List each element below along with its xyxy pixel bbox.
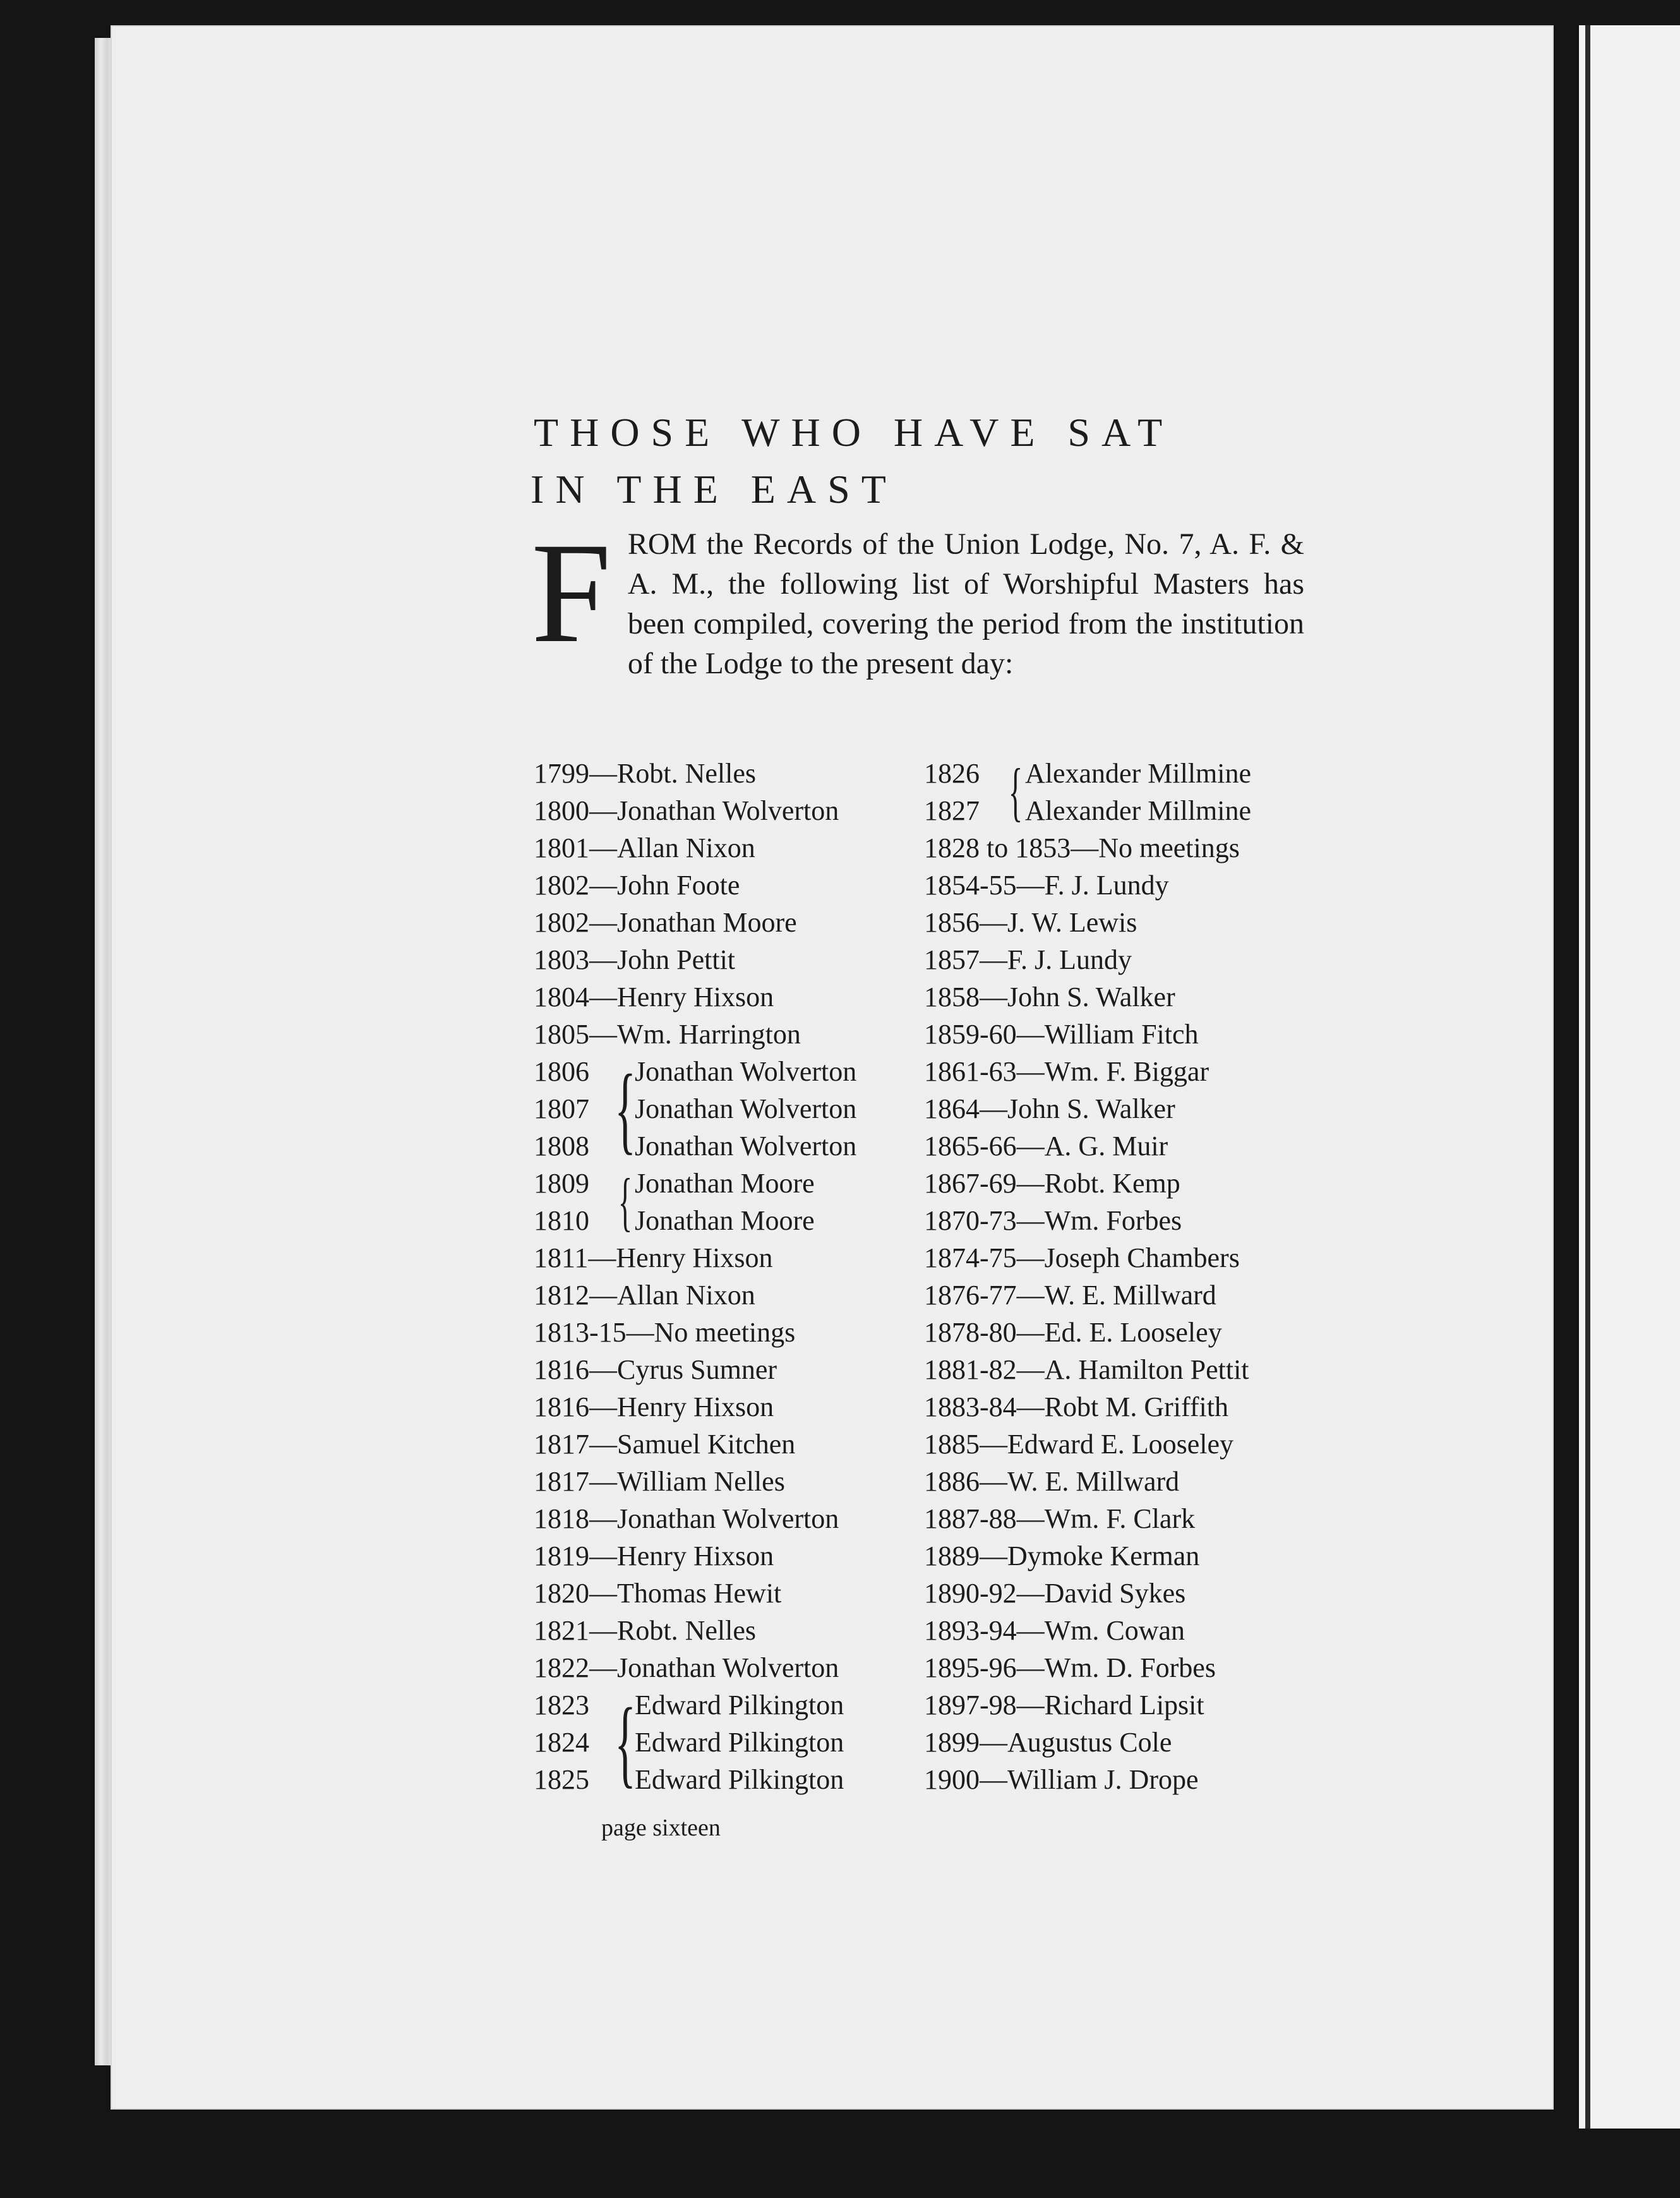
master-entry: 1803—John Pettit (534, 944, 736, 975)
intro-text: ROM the Records of the Union Lodge, No. 7, A. F. & A. M., the following list of Worshipful Masters has been compiled, covering the period from the institution of the Lodge to the present day: (627, 527, 1304, 680)
master-entry: 1812—Allan Nixon (534, 1280, 755, 1311)
group-years (534, 1053, 616, 1165)
intro-paragraph (531, 513, 1304, 683)
master-entry: 1858—John S. Walker (924, 982, 1175, 1012)
page-number: page sixteen (601, 1815, 721, 1841)
master-entry: 1828 to 1853—No meetings (924, 832, 1240, 863)
curly-brace-icon: { (1008, 755, 1023, 828)
master-entry: 1802—John Foote (534, 870, 740, 901)
master-entry: 1890-92—David Sykes (924, 1578, 1186, 1609)
curly-brace-icon: { (615, 1054, 636, 1163)
master-entry: 1895-96—Wm. D. Forbes (924, 1652, 1216, 1683)
master-entry: 1816—Cyrus Sumner (534, 1354, 777, 1385)
master-entry: 1813-15—No meetings (534, 1317, 796, 1348)
group-name: Edward Pilkington (635, 1764, 844, 1795)
heading-line-1: THOSE WHO HAVE SAT (534, 410, 1174, 455)
group-name: Jonathan Wolverton (635, 1131, 857, 1162)
master-entry: 1818—Jonathan Wolverton (534, 1503, 839, 1534)
group-name: Edward Pilkington (635, 1690, 844, 1721)
group-year: 1808 (534, 1131, 589, 1162)
master-entry: 1817—William Nelles (534, 1466, 785, 1497)
group-year: 1825 (534, 1764, 589, 1795)
master-entry: 1799—Robt. Nelles (534, 758, 756, 789)
group-name: Jonathan Wolverton (635, 1093, 857, 1124)
group-year: 1827 (924, 795, 980, 826)
master-entry: 1874-75—Joseph Chambers (924, 1242, 1240, 1273)
master-entry: 1819—Henry Hixson (534, 1540, 774, 1571)
group-names (635, 1053, 856, 1165)
master-entry: 1800—Jonathan Wolverton (534, 795, 839, 826)
group-year: 1807 (534, 1093, 589, 1124)
master-entry: 1865-66—A. G. Muir (924, 1131, 1168, 1162)
master-entry: 1821—Robt. Nelles (534, 1615, 756, 1646)
group-name: Jonathan Moore (635, 1205, 815, 1236)
page-heading (531, 404, 1292, 518)
master-entry: 1900—William J. Drope (924, 1764, 1199, 1795)
master-entry: 1897-98—Richard Lipsit (924, 1690, 1204, 1721)
master-entry: 1820—Thomas Hewit (534, 1578, 782, 1609)
group-years (534, 1686, 616, 1798)
group-name: Jonathan Wolverton (635, 1056, 857, 1087)
master-entry: 1817—Samuel Kitchen (534, 1429, 796, 1460)
curly-brace-icon: { (618, 1165, 633, 1238)
masters-list-left (534, 755, 925, 1798)
master-entry: 1878-80—Ed. E. Looseley (924, 1317, 1222, 1348)
master-entry: 1886—W. E. Millward (924, 1466, 1180, 1497)
drop-cap: F (531, 513, 611, 673)
master-entry: 1885—Edward E. Looseley (924, 1429, 1233, 1460)
heading-line-2: IN THE EAST (531, 467, 897, 512)
master-entry: 1867-69—Robt. Kemp (924, 1168, 1180, 1199)
group-names (635, 1165, 815, 1239)
group-years (534, 1165, 616, 1239)
master-entry: 1859-60—William Fitch (924, 1019, 1199, 1050)
group-year: 1823 (534, 1690, 589, 1721)
master-entry: 1804—Henry Hixson (534, 982, 774, 1012)
master-entry: 1876-77—W. E. Millward (924, 1280, 1216, 1311)
group-name: Edward Pilkington (635, 1727, 844, 1758)
group-years (924, 755, 1006, 829)
master-entry: 1811—Henry Hixson (534, 1242, 773, 1273)
master-entry: 1802—Jonathan Moore (534, 907, 797, 938)
master-entry: 1883-84—Robt M. Griffith (924, 1391, 1228, 1422)
group-names (635, 1686, 844, 1798)
master-entry: 1870-73—Wm. Forbes (924, 1205, 1182, 1236)
master-entry: 1857—F. J. Lundy (924, 944, 1132, 975)
master-entry-group (534, 1165, 925, 1239)
group-year: 1806 (534, 1056, 589, 1087)
master-entry-group (534, 1686, 925, 1798)
masters-list-right (924, 755, 1341, 1798)
master-entry: 1854-55—F. J. Lundy (924, 870, 1169, 901)
master-entry: 1861-63—Wm. F. Biggar (924, 1056, 1209, 1087)
master-entry: 1856—J. W. Lewis (924, 907, 1137, 938)
group-name: Alexander Millmine (1025, 758, 1252, 789)
group-name: Alexander Millmine (1025, 795, 1252, 826)
master-entry: 1805—Wm. Harrington (534, 1019, 801, 1050)
group-year: 1810 (534, 1205, 589, 1236)
curly-brace-icon: { (615, 1688, 636, 1797)
master-entry: 1889—Dymoke Kerman (924, 1540, 1200, 1571)
master-entry: 1816—Henry Hixson (534, 1391, 774, 1422)
master-entry: 1881-82—A. Hamilton Pettit (924, 1354, 1249, 1385)
master-entry: 1887-88—Wm. F. Clark (924, 1503, 1196, 1534)
group-year: 1826 (924, 758, 980, 789)
master-entry: 1822—Jonathan Wolverton (534, 1652, 839, 1683)
master-entry: 1893-94—Wm. Cowan (924, 1615, 1185, 1646)
facing-page-edge (1579, 25, 1680, 2129)
group-names (1025, 755, 1251, 829)
group-year: 1824 (534, 1727, 589, 1758)
master-entry-group (534, 1053, 925, 1165)
master-entry: 1864—John S. Walker (924, 1093, 1175, 1124)
group-name: Jonathan Moore (635, 1168, 815, 1199)
master-entry: 1801—Allan Nixon (534, 832, 755, 863)
group-year: 1809 (534, 1168, 589, 1199)
master-entry-group (924, 755, 1341, 829)
binding-gutter (1585, 25, 1590, 2129)
master-entry: 1899—Augustus Cole (924, 1727, 1172, 1758)
